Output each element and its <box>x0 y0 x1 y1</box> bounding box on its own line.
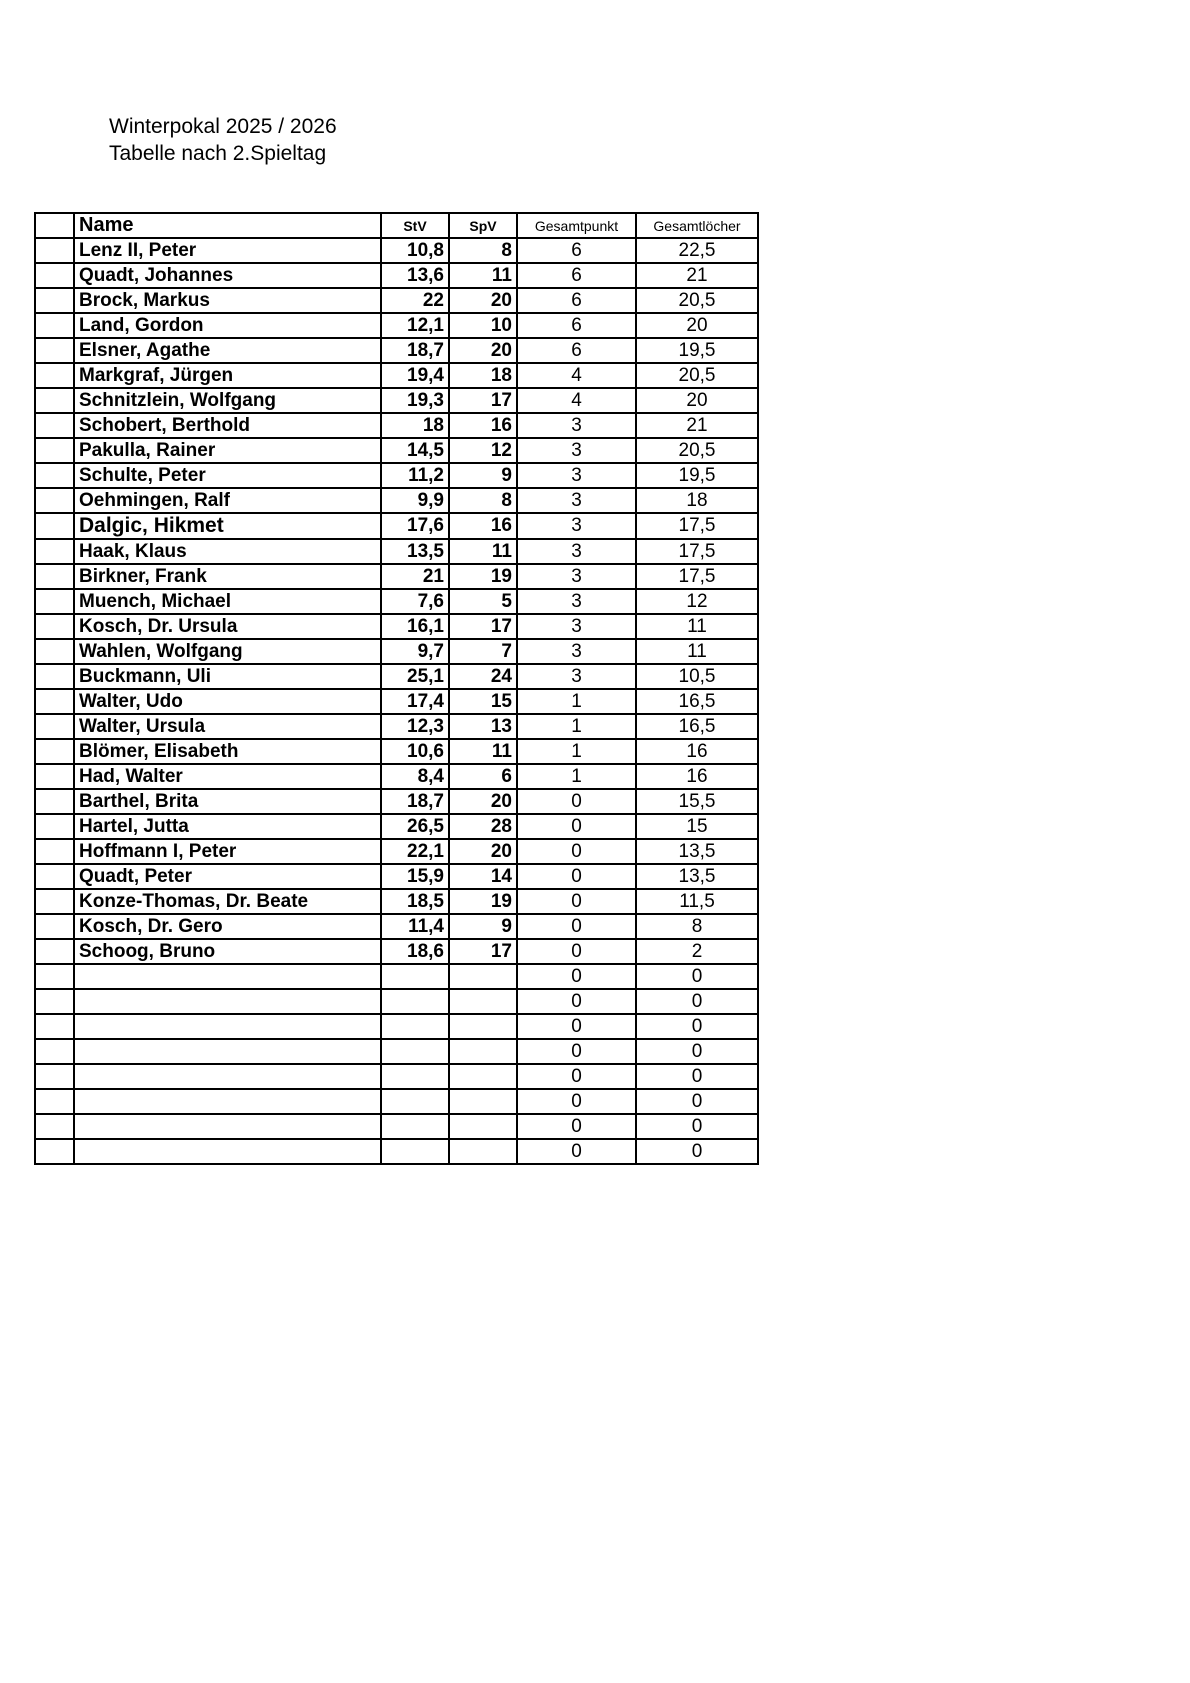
player-name-cell: Birkner, Frank <box>74 564 381 589</box>
stv-cell: 18 <box>381 413 449 438</box>
table-row <box>35 739 758 764</box>
spv-cell: 20 <box>449 288 517 313</box>
table-row <box>35 413 758 438</box>
player-name-cell: Dalgic, Hikmet <box>74 513 381 539</box>
spv-cell: 15 <box>449 689 517 714</box>
gesamtpunkt-cell: 3 <box>517 614 636 639</box>
player-name-cell: Elsner, Agathe <box>74 338 381 363</box>
gesamtpunkt-cell: 3 <box>517 413 636 438</box>
table-row <box>35 1114 758 1139</box>
table-row <box>35 539 758 564</box>
spv-cell: 5 <box>449 589 517 614</box>
table-row <box>35 914 758 939</box>
stv-cell: 13,6 <box>381 263 449 288</box>
spv-cell: 12 <box>449 438 517 463</box>
rank-cell <box>35 1014 74 1039</box>
rank-cell <box>35 589 74 614</box>
table-row <box>35 513 758 539</box>
rank-cell <box>35 363 74 388</box>
table-row <box>35 589 758 614</box>
stv-cell: 18,7 <box>381 789 449 814</box>
stv-cell: 18,7 <box>381 338 449 363</box>
spv-cell: 20 <box>449 338 517 363</box>
spv-cell: 6 <box>449 764 517 789</box>
gesamtpunkt-cell: 6 <box>517 313 636 338</box>
table-row <box>35 939 758 964</box>
stv-cell: 26,5 <box>381 814 449 839</box>
gesamtloecher-cell: 8 <box>636 914 758 939</box>
table-row <box>35 1014 758 1039</box>
player-name-cell <box>74 1114 381 1139</box>
gesamtloecher-cell: 0 <box>636 1089 758 1114</box>
gesamtpunkt-cell: 0 <box>517 1139 636 1164</box>
table-row <box>35 388 758 413</box>
spv-cell <box>449 1039 517 1064</box>
player-name-cell <box>74 1064 381 1089</box>
rank-cell <box>35 263 74 288</box>
gesamtpunkt-cell: 0 <box>517 789 636 814</box>
column-header-gesamtloecher: Gesamtlöcher <box>636 213 758 238</box>
gesamtloecher-cell: 20 <box>636 388 758 413</box>
spv-cell: 19 <box>449 564 517 589</box>
player-name-cell: Haak, Klaus <box>74 539 381 564</box>
gesamtpunkt-cell: 3 <box>517 513 636 539</box>
spv-cell: 20 <box>449 789 517 814</box>
table-row <box>35 288 758 313</box>
player-name-cell: Land, Gordon <box>74 313 381 338</box>
spv-cell <box>449 964 517 989</box>
spv-cell: 17 <box>449 939 517 964</box>
player-name-cell: Konze-Thomas, Dr. Beate <box>74 889 381 914</box>
stv-cell: 9,9 <box>381 488 449 513</box>
rank-cell <box>35 438 74 463</box>
player-name-cell: Pakulla, Rainer <box>74 438 381 463</box>
gesamtpunkt-cell: 3 <box>517 438 636 463</box>
rank-cell <box>35 539 74 564</box>
gesamtpunkt-cell: 0 <box>517 964 636 989</box>
table-row <box>35 1139 758 1164</box>
gesamtloecher-cell: 16,5 <box>636 689 758 714</box>
rank-cell <box>35 839 74 864</box>
standings-table <box>34 212 759 1165</box>
rank-cell <box>35 1064 74 1089</box>
spv-cell <box>449 1089 517 1114</box>
spv-cell: 20 <box>449 839 517 864</box>
player-name-cell: Oehmingen, Ralf <box>74 488 381 513</box>
document-title <box>109 113 337 167</box>
player-name-cell: Kosch, Dr. Gero <box>74 914 381 939</box>
table-row <box>35 1039 758 1064</box>
spv-cell: 19 <box>449 889 517 914</box>
gesamtloecher-cell: 20 <box>636 313 758 338</box>
rank-cell <box>35 689 74 714</box>
stv-cell <box>381 964 449 989</box>
stv-cell: 17,4 <box>381 689 449 714</box>
rank-cell <box>35 989 74 1014</box>
stv-cell <box>381 1114 449 1139</box>
stv-cell: 22 <box>381 288 449 313</box>
player-name-cell <box>74 1089 381 1114</box>
rank-cell <box>35 614 74 639</box>
player-name-cell: Buckmann, Uli <box>74 664 381 689</box>
rank-cell <box>35 739 74 764</box>
stv-cell: 18,6 <box>381 939 449 964</box>
gesamtloecher-cell: 17,5 <box>636 513 758 539</box>
spv-cell: 9 <box>449 463 517 488</box>
stv-cell <box>381 1014 449 1039</box>
stv-cell: 18,5 <box>381 889 449 914</box>
gesamtloecher-cell: 2 <box>636 939 758 964</box>
player-name-cell: Schnitzlein, Wolfgang <box>74 388 381 413</box>
table-row <box>35 689 758 714</box>
gesamtloecher-cell: 0 <box>636 1064 758 1089</box>
table-row <box>35 839 758 864</box>
rank-cell <box>35 288 74 313</box>
gesamtloecher-cell: 10,5 <box>636 664 758 689</box>
table-row <box>35 889 758 914</box>
gesamtpunkt-cell: 6 <box>517 238 636 263</box>
stv-cell: 12,3 <box>381 714 449 739</box>
gesamtloecher-cell: 20,5 <box>636 288 758 313</box>
gesamtloecher-cell: 0 <box>636 1014 758 1039</box>
spv-cell: 8 <box>449 238 517 263</box>
spv-cell: 10 <box>449 313 517 338</box>
stv-cell: 11,2 <box>381 463 449 488</box>
gesamtloecher-cell: 17,5 <box>636 564 758 589</box>
gesamtloecher-cell: 16 <box>636 739 758 764</box>
gesamtloecher-cell: 21 <box>636 413 758 438</box>
table-row <box>35 488 758 513</box>
gesamtloecher-cell: 20,5 <box>636 438 758 463</box>
gesamtpunkt-cell: 0 <box>517 1089 636 1114</box>
gesamtpunkt-cell: 6 <box>517 338 636 363</box>
rank-cell <box>35 1089 74 1114</box>
gesamtpunkt-cell: 6 <box>517 263 636 288</box>
gesamtpunkt-cell: 0 <box>517 1039 636 1064</box>
spv-cell: 24 <box>449 664 517 689</box>
rank-cell <box>35 313 74 338</box>
rank-cell <box>35 764 74 789</box>
player-name-cell: Schulte, Peter <box>74 463 381 488</box>
gesamtpunkt-cell: 3 <box>517 664 636 689</box>
spv-cell: 11 <box>449 263 517 288</box>
rank-cell <box>35 964 74 989</box>
gesamtpunkt-cell: 3 <box>517 539 636 564</box>
spv-cell: 9 <box>449 914 517 939</box>
gesamtloecher-cell: 18 <box>636 488 758 513</box>
stv-cell: 8,4 <box>381 764 449 789</box>
spv-cell: 11 <box>449 539 517 564</box>
rank-cell <box>35 1114 74 1139</box>
table-row <box>35 1089 758 1114</box>
table-row <box>35 664 758 689</box>
player-name-cell: Hoffmann I, Peter <box>74 839 381 864</box>
gesamtloecher-cell: 15,5 <box>636 789 758 814</box>
table-row <box>35 639 758 664</box>
table-row <box>35 313 758 338</box>
spv-cell: 11 <box>449 739 517 764</box>
gesamtpunkt-cell: 0 <box>517 1014 636 1039</box>
gesamtpunkt-cell: 1 <box>517 714 636 739</box>
title-line-1: Winterpokal 2025 / 2026 <box>109 115 337 138</box>
rank-cell <box>35 714 74 739</box>
rank-cell <box>35 463 74 488</box>
gesamtpunkt-cell: 4 <box>517 388 636 413</box>
spv-cell <box>449 1139 517 1164</box>
gesamtloecher-cell: 0 <box>636 1039 758 1064</box>
gesamtpunkt-cell: 0 <box>517 864 636 889</box>
table-row <box>35 438 758 463</box>
player-name-cell: Schoog, Bruno <box>74 939 381 964</box>
gesamtloecher-cell: 11 <box>636 639 758 664</box>
gesamtloecher-cell: 16,5 <box>636 714 758 739</box>
gesamtpunkt-cell: 0 <box>517 839 636 864</box>
rank-cell <box>35 789 74 814</box>
stv-cell: 14,5 <box>381 438 449 463</box>
gesamtpunkt-cell: 0 <box>517 1064 636 1089</box>
rank-cell <box>35 814 74 839</box>
spv-cell: 7 <box>449 639 517 664</box>
rank-cell <box>35 488 74 513</box>
spv-cell <box>449 989 517 1014</box>
gesamtloecher-cell: 12 <box>636 589 758 614</box>
stv-cell: 16,1 <box>381 614 449 639</box>
spv-cell <box>449 1014 517 1039</box>
stv-cell: 9,7 <box>381 639 449 664</box>
rank-cell <box>35 1139 74 1164</box>
rank-cell <box>35 338 74 363</box>
table-row <box>35 764 758 789</box>
stv-cell: 21 <box>381 564 449 589</box>
gesamtloecher-cell: 17,5 <box>636 539 758 564</box>
spv-cell: 17 <box>449 388 517 413</box>
gesamtpunkt-cell: 1 <box>517 689 636 714</box>
gesamtloecher-cell: 20,5 <box>636 363 758 388</box>
table-row <box>35 864 758 889</box>
player-name-cell <box>74 1139 381 1164</box>
spv-cell: 16 <box>449 513 517 539</box>
player-name-cell: Walter, Udo <box>74 689 381 714</box>
stv-cell: 25,1 <box>381 664 449 689</box>
gesamtloecher-cell: 21 <box>636 263 758 288</box>
player-name-cell: Wahlen, Wolfgang <box>74 639 381 664</box>
player-name-cell: Lenz II, Peter <box>74 238 381 263</box>
rank-cell <box>35 513 74 539</box>
stv-cell: 22,1 <box>381 839 449 864</box>
table-row <box>35 614 758 639</box>
player-name-cell: Walter, Ursula <box>74 714 381 739</box>
stv-cell <box>381 1039 449 1064</box>
player-name-cell: Markgraf, Jürgen <box>74 363 381 388</box>
gesamtpunkt-cell: 3 <box>517 488 636 513</box>
spv-cell: 8 <box>449 488 517 513</box>
gesamtloecher-cell: 15 <box>636 814 758 839</box>
gesamtloecher-cell: 22,5 <box>636 238 758 263</box>
stv-cell: 17,6 <box>381 513 449 539</box>
gesamtpunkt-cell: 1 <box>517 739 636 764</box>
gesamtpunkt-cell: 0 <box>517 939 636 964</box>
gesamtpunkt-cell: 0 <box>517 914 636 939</box>
rank-cell <box>35 564 74 589</box>
table-row <box>35 363 758 388</box>
table-row <box>35 989 758 1014</box>
spv-cell <box>449 1064 517 1089</box>
stv-cell: 10,8 <box>381 238 449 263</box>
gesamtloecher-cell: 19,5 <box>636 463 758 488</box>
stv-cell: 19,3 <box>381 388 449 413</box>
table-row <box>35 338 758 363</box>
table-row <box>35 238 758 263</box>
gesamtloecher-cell: 0 <box>636 964 758 989</box>
player-name-cell <box>74 1039 381 1064</box>
table-body <box>35 238 758 1164</box>
stv-cell: 10,6 <box>381 739 449 764</box>
gesamtpunkt-cell: 3 <box>517 589 636 614</box>
rank-cell <box>35 388 74 413</box>
table-row <box>35 263 758 288</box>
spv-cell: 16 <box>449 413 517 438</box>
table-header-row <box>35 213 758 238</box>
gesamtpunkt-cell: 6 <box>517 288 636 313</box>
column-header-gesamtpunkt: Gesamtpunkt <box>517 213 636 238</box>
gesamtloecher-cell: 13,5 <box>636 839 758 864</box>
player-name-cell: Muench, Michael <box>74 589 381 614</box>
table-row <box>35 463 758 488</box>
player-name-cell: Barthel, Brita <box>74 789 381 814</box>
player-name-cell <box>74 964 381 989</box>
stv-cell <box>381 1064 449 1089</box>
gesamtpunkt-cell: 1 <box>517 764 636 789</box>
rank-cell <box>35 639 74 664</box>
gesamtloecher-cell: 16 <box>636 764 758 789</box>
title-line-2: Tabelle nach 2.Spieltag <box>109 142 327 165</box>
column-header-spv: SpV <box>449 213 517 238</box>
stv-cell: 15,9 <box>381 864 449 889</box>
table-row <box>35 789 758 814</box>
table-row <box>35 564 758 589</box>
rank-cell <box>35 914 74 939</box>
player-name-cell: Had, Walter <box>74 764 381 789</box>
rank-cell <box>35 413 74 438</box>
stv-cell: 11,4 <box>381 914 449 939</box>
spv-cell: 14 <box>449 864 517 889</box>
spv-cell: 17 <box>449 614 517 639</box>
gesamtloecher-cell: 0 <box>636 989 758 1014</box>
table-row <box>35 714 758 739</box>
column-header-stv: StV <box>381 213 449 238</box>
player-name-cell: Kosch, Dr. Ursula <box>74 614 381 639</box>
stv-cell <box>381 1139 449 1164</box>
spv-cell: 28 <box>449 814 517 839</box>
gesamtpunkt-cell: 3 <box>517 639 636 664</box>
gesamtpunkt-cell: 0 <box>517 1114 636 1139</box>
player-name-cell: Hartel, Jutta <box>74 814 381 839</box>
player-name-cell: Quadt, Johannes <box>74 263 381 288</box>
player-name-cell: Blömer, Elisabeth <box>74 739 381 764</box>
spv-cell <box>449 1114 517 1139</box>
rank-cell <box>35 864 74 889</box>
stv-cell <box>381 1089 449 1114</box>
table-row <box>35 1064 758 1089</box>
table-row <box>35 814 758 839</box>
stv-cell: 7,6 <box>381 589 449 614</box>
player-name-cell: Quadt, Peter <box>74 864 381 889</box>
gesamtloecher-cell: 19,5 <box>636 338 758 363</box>
stv-cell: 19,4 <box>381 363 449 388</box>
stv-cell: 13,5 <box>381 539 449 564</box>
player-name-cell: Brock, Markus <box>74 288 381 313</box>
gesamtpunkt-cell: 0 <box>517 814 636 839</box>
gesamtpunkt-cell: 4 <box>517 363 636 388</box>
column-header-name: Name <box>74 213 381 238</box>
gesamtloecher-cell: 11,5 <box>636 889 758 914</box>
rank-cell <box>35 238 74 263</box>
gesamtpunkt-cell: 0 <box>517 889 636 914</box>
player-name-cell <box>74 989 381 1014</box>
rank-cell <box>35 664 74 689</box>
gesamtloecher-cell: 11 <box>636 614 758 639</box>
gesamtpunkt-cell: 3 <box>517 463 636 488</box>
gesamtloecher-cell: 0 <box>636 1139 758 1164</box>
gesamtpunkt-cell: 3 <box>517 564 636 589</box>
gesamtloecher-cell: 0 <box>636 1114 758 1139</box>
rank-cell <box>35 889 74 914</box>
stv-cell <box>381 989 449 1014</box>
gesamtpunkt-cell: 0 <box>517 989 636 1014</box>
spv-cell: 18 <box>449 363 517 388</box>
gesamtloecher-cell: 13,5 <box>636 864 758 889</box>
rank-cell <box>35 1039 74 1064</box>
player-name-cell <box>74 1014 381 1039</box>
spv-cell: 13 <box>449 714 517 739</box>
player-name-cell: Schobert, Berthold <box>74 413 381 438</box>
stv-cell: 12,1 <box>381 313 449 338</box>
column-header-rank <box>35 213 74 238</box>
table-row <box>35 964 758 989</box>
rank-cell <box>35 939 74 964</box>
